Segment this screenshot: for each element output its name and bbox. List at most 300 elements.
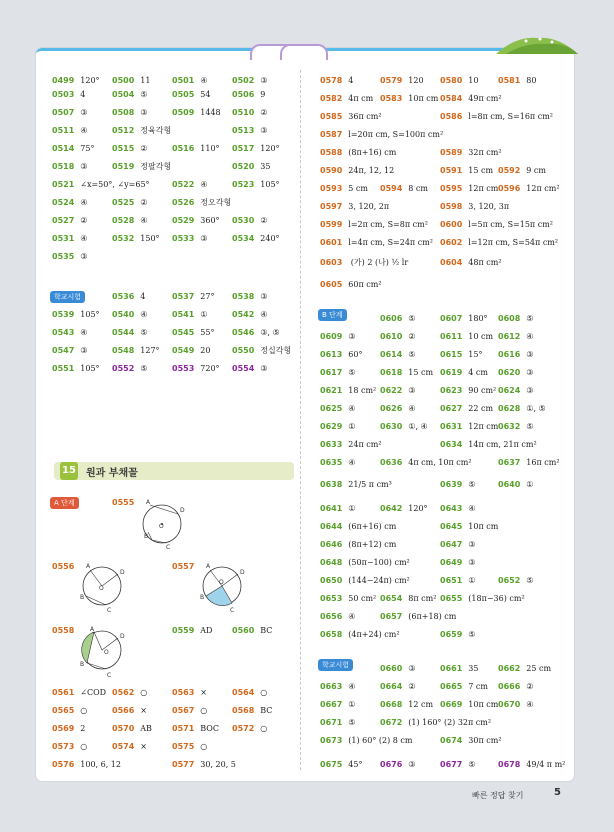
answer-entry (172, 108, 221, 118)
answer-entry (498, 404, 546, 414)
answer-entry (52, 688, 106, 698)
answer-entry (380, 332, 415, 342)
answer-entry (440, 736, 502, 746)
answer-entry (440, 540, 475, 550)
answer-value: ④ (348, 458, 356, 467)
problem-number: 0513 (232, 126, 255, 135)
problem-number: 0521 (52, 180, 75, 189)
answer-entry (52, 252, 87, 262)
answer-entry (52, 144, 94, 154)
answer-entry (232, 626, 272, 636)
problem-number: 0664 (380, 682, 403, 691)
answer-value: BOC (200, 724, 219, 733)
answer-entry (52, 706, 87, 716)
problem-number: 0533 (172, 234, 195, 243)
answer-entry (320, 522, 396, 532)
answer-entry (498, 314, 533, 324)
circle-diagram-0555 (138, 498, 188, 550)
problem-number: 0544 (112, 328, 135, 337)
problem-number: 0590 (320, 166, 343, 175)
problem-number: 0624 (498, 386, 521, 395)
answer-entry (498, 386, 533, 396)
answer-entry (380, 664, 415, 674)
answer-value: ④ (526, 700, 534, 709)
answer-value: 3, 120, 3π (468, 202, 510, 211)
answer-entry (172, 760, 236, 770)
answer-value: 80 (526, 76, 537, 85)
answer-entry (320, 540, 396, 550)
answer-entry (52, 108, 87, 118)
answer-entry (112, 498, 140, 508)
problem-number: 0516 (172, 144, 195, 153)
problem-number: 0574 (112, 742, 135, 751)
answer-entry (112, 688, 147, 698)
answer-value: ③ (408, 664, 416, 673)
answer-value: ⑤ (348, 718, 356, 727)
problem-number: 0530 (232, 216, 255, 225)
answer-entry (232, 706, 272, 716)
problem-number: 0535 (52, 252, 75, 261)
answer-entry (172, 346, 210, 356)
answer-value: ∠COD (80, 688, 107, 697)
answer-value: 10 cm (468, 332, 494, 341)
problem-number: 0512 (112, 126, 135, 135)
problem-number: 0596 (498, 184, 521, 193)
answer-entry (52, 162, 87, 172)
answer-value: 18 cm² (348, 386, 377, 395)
answer-entry (380, 422, 428, 432)
answer-entry (112, 162, 171, 172)
answer-entry (440, 386, 496, 396)
answer-value: 10π cm (468, 700, 499, 709)
answer-entry (172, 706, 207, 716)
problem-number: 0548 (112, 346, 135, 355)
answer-entry (172, 234, 207, 244)
answer-entry (380, 760, 415, 770)
answer-entry (112, 742, 147, 752)
problem-number: 0557 (172, 562, 195, 571)
answer-entry (380, 504, 428, 514)
answer-value: 1448 (200, 108, 221, 117)
answer-entry (498, 700, 533, 710)
svg-text:D: D (120, 569, 125, 576)
answer-entry (380, 368, 433, 378)
answer-entry (320, 558, 410, 568)
problem-number: 0614 (380, 350, 403, 359)
answer-entry (380, 612, 456, 622)
answer-value: ⑤ (140, 90, 148, 99)
problem-number: 0672 (380, 718, 403, 727)
answer-entry (498, 576, 533, 586)
answer-entry (498, 332, 533, 342)
answer-entry (172, 180, 207, 190)
answer-value: 4 (140, 292, 146, 301)
answer-entry (112, 198, 147, 208)
answer-value: ○ (260, 688, 268, 697)
answer-entry (112, 724, 152, 734)
answer-value: (50π−100) cm² (348, 558, 410, 567)
answer-entry (320, 594, 376, 604)
problem-number: 0625 (320, 404, 343, 413)
problem-number: 0578 (320, 76, 343, 85)
answer-value: ④ (468, 504, 476, 513)
answer-value: ① (526, 480, 534, 489)
answer-value: ① (200, 310, 208, 319)
problem-number: 0671 (320, 718, 343, 727)
problem-number: 0573 (52, 742, 75, 751)
answer-entry (112, 364, 147, 374)
problem-number: 0632 (498, 422, 521, 431)
problem-number: 0551 (52, 364, 75, 373)
problem-number: 0670 (498, 700, 521, 709)
answer-value: 120 (408, 76, 424, 85)
answer-value: 90 cm² (468, 386, 497, 395)
problem-number: 0661 (440, 664, 463, 673)
problem-number: 0633 (320, 440, 343, 449)
problem-number: 0653 (320, 594, 343, 603)
answer-value: ○ (200, 742, 208, 751)
answer-value: BC (260, 626, 273, 635)
problem-number: 0559 (172, 626, 195, 635)
problem-number: 0582 (320, 94, 343, 103)
problem-number: 0522 (172, 180, 195, 189)
answer-value: 11 (140, 76, 151, 85)
answer-entry (172, 90, 210, 100)
answer-value: ③ (200, 234, 208, 243)
answer-entry (232, 76, 267, 86)
answer-value: 정육각형 (140, 126, 172, 135)
answer-entry (112, 706, 147, 716)
problem-number: 0613 (320, 350, 343, 359)
svg-text:D: D (180, 507, 185, 514)
problem-number: 0526 (172, 198, 195, 207)
answer-entry (232, 144, 280, 154)
answer-value: ⑤ (140, 364, 148, 373)
answer-entry (380, 404, 415, 414)
problem-number: 0627 (440, 404, 463, 413)
answer-entry (52, 364, 100, 374)
problem-number: 0662 (498, 664, 521, 673)
problem-number: 0645 (440, 522, 463, 531)
answer-value: (6π+16) cm (348, 522, 397, 531)
answer-entry (440, 480, 475, 490)
answer-entry (320, 148, 396, 158)
answer-value: 12π cm (468, 184, 499, 193)
problem-number: 0577 (172, 760, 195, 769)
answer-value: ③ (348, 332, 356, 341)
answer-value: 7 cm (468, 682, 488, 691)
answer-entry (172, 742, 207, 752)
problem-number: 0565 (52, 706, 75, 715)
problem-number: 0607 (440, 314, 463, 323)
answer-entry (232, 90, 265, 100)
answer-value: 16π cm² (526, 458, 560, 467)
answer-entry (320, 440, 382, 450)
svg-text:A: A (86, 563, 91, 570)
answer-value: 15 cm (468, 166, 494, 175)
problem-number: 0615 (440, 350, 463, 359)
answer-value: 15° (468, 350, 483, 359)
problem-number: 0518 (52, 162, 75, 171)
answer-entry (232, 364, 267, 374)
answer-value: ③ (80, 252, 88, 261)
answer-value: 21/5 π cm³ (348, 480, 392, 489)
answer-entry (320, 682, 355, 692)
problem-number: 0539 (52, 310, 75, 319)
footer-label: 빠른 정답 찾기 (472, 791, 524, 800)
answer-value: ④ (348, 612, 356, 621)
problem-number: 0549 (172, 346, 195, 355)
answer-entry (320, 700, 355, 710)
problem-number: 0499 (52, 76, 75, 85)
answer-entry (320, 736, 412, 746)
problem-number: 0527 (52, 216, 75, 225)
problem-number: 0569 (52, 724, 75, 733)
answer-value: 정오각형 (200, 198, 232, 207)
answer-value: 9 cm (526, 166, 546, 175)
answer-entry (112, 346, 160, 356)
problem-number: 0675 (320, 760, 343, 769)
answer-entry (172, 688, 207, 698)
answer-entry (440, 558, 475, 568)
problem-number: 0676 (380, 760, 403, 769)
answer-value: 22 cm (468, 404, 494, 413)
answer-value: ⑤ (468, 760, 476, 769)
answer-value: 54 (200, 90, 211, 99)
problem-number: 0511 (52, 126, 75, 135)
answer-entry (320, 480, 392, 490)
problem-number: 0506 (232, 90, 255, 99)
problem-number: 0579 (380, 76, 403, 85)
answer-value: l=8π cm, S=16π cm² (468, 112, 554, 121)
answer-entry (440, 258, 502, 268)
svg-text:O: O (219, 579, 224, 586)
answer-value: ③ (260, 126, 268, 135)
answer-value: 2 (80, 724, 86, 733)
svg-text:O: O (104, 649, 109, 656)
problem-number: 0604 (440, 258, 463, 267)
answer-entry (52, 126, 87, 136)
problem-number: 0583 (380, 94, 403, 103)
problem-number: 0520 (232, 162, 255, 171)
problem-number: 0572 (232, 724, 255, 733)
answer-entry (112, 90, 147, 100)
answer-entry (440, 504, 475, 514)
answer-value: 120° (408, 504, 428, 513)
answer-entry (380, 314, 415, 324)
answer-entry (172, 198, 231, 208)
answer-value: 127° (140, 346, 160, 355)
problem-number: 0659 (440, 630, 463, 639)
answer-value: 105° (260, 180, 280, 189)
problem-number: 0619 (440, 368, 463, 377)
answer-entry (498, 166, 546, 176)
problem-number: 0648 (320, 558, 343, 567)
answer-entry (380, 386, 415, 396)
problem-number: 0630 (380, 422, 403, 431)
answer-entry (232, 108, 267, 118)
answer-value: × (140, 742, 147, 751)
answer-value: (1) 60° (2) 8 cm (348, 736, 413, 745)
problem-number: 0519 (112, 162, 135, 171)
answer-entry (52, 724, 85, 734)
answer-value: 정십각형 (260, 346, 292, 355)
answer-value: ⑤ (526, 422, 534, 431)
answer-value: 8 cm (408, 184, 428, 193)
answer-entry (112, 234, 160, 244)
answer-entry (498, 76, 536, 86)
answer-value: 27° (200, 292, 215, 301)
problem-number: 0621 (320, 386, 343, 395)
problem-number: 0502 (232, 76, 255, 85)
answer-value: ③ (408, 760, 416, 769)
answer-entry (52, 760, 121, 770)
problem-number: 0639 (440, 480, 463, 489)
answer-value: 100, 6, 12 (80, 760, 121, 769)
answer-value: ③ (140, 108, 148, 117)
answer-entry (320, 94, 373, 104)
answer-entry (52, 180, 150, 190)
answer-entry (320, 332, 355, 342)
answer-value: 24π, 12, 12 (348, 166, 395, 175)
problem-number: 0652 (498, 576, 521, 585)
problem-number: 0647 (440, 540, 463, 549)
answer-value: 110° (200, 144, 220, 153)
problem-number: 0564 (232, 688, 255, 697)
problem-number: 0673 (320, 736, 343, 745)
problem-number: 0638 (320, 480, 343, 489)
answer-entry (320, 280, 382, 290)
answer-value: ○ (80, 742, 88, 751)
answer-value: ⑤ (468, 630, 476, 639)
problem-number: 0593 (320, 184, 343, 193)
answer-entry (320, 202, 389, 212)
answer-entry (232, 234, 280, 244)
answer-value: ○ (140, 688, 148, 697)
problem-number: 0656 (320, 612, 343, 621)
answer-value: ③ (80, 108, 88, 117)
problem-number: 0600 (440, 220, 463, 229)
problem-number: 0606 (380, 314, 403, 323)
answer-entry (172, 216, 220, 226)
problem-number: 0536 (112, 292, 135, 301)
problem-number: 0601 (320, 238, 343, 247)
answer-entry (52, 346, 87, 356)
svg-text:C: C (107, 672, 112, 678)
problem-number: 0500 (112, 76, 135, 85)
answer-entry (440, 576, 475, 586)
problem-number: 0589 (440, 148, 463, 157)
svg-text:C: C (107, 607, 112, 612)
answer-value: ② (260, 216, 268, 225)
hill-decoration-icon (496, 32, 578, 54)
problem-number: 0620 (498, 368, 521, 377)
school-test-badge: 학교시험 (50, 291, 85, 303)
problem-number: 0563 (172, 688, 195, 697)
answer-value: 14π cm, 21π cm² (468, 440, 537, 449)
problem-number: 0546 (232, 328, 255, 337)
answer-value: 105° (80, 310, 100, 319)
answer-value: ④ (80, 328, 88, 337)
answer-value: ⑤ (526, 314, 534, 323)
problem-number: 0611 (440, 332, 463, 341)
problem-number: 0504 (112, 90, 135, 99)
problem-number: 0523 (232, 180, 255, 189)
answer-value: ④ (80, 126, 88, 135)
answer-entry (440, 440, 537, 450)
answer-entry (498, 480, 533, 490)
column-divider (300, 70, 301, 770)
answer-value: 3, 120, 2π (348, 202, 390, 211)
answer-entry (498, 184, 560, 194)
answer-value: × (140, 706, 147, 715)
svg-text:B: B (80, 661, 85, 668)
answer-entry (232, 688, 267, 698)
answer-value: l=12π cm, S=54π cm² (468, 238, 559, 247)
answer-value: 55° (200, 328, 215, 337)
problem-number: 0581 (498, 76, 521, 85)
answer-value: ① (348, 700, 356, 709)
answer-entry (232, 346, 291, 356)
answer-value: BC (260, 706, 273, 715)
answer-entry (232, 162, 270, 172)
problem-number: 0609 (320, 332, 343, 341)
problem-number: 0628 (498, 404, 521, 413)
answer-entry (498, 682, 533, 692)
answer-entry (172, 724, 219, 734)
answer-entry (232, 328, 280, 338)
answer-value: ① (468, 576, 476, 585)
problem-number: 0532 (112, 234, 135, 243)
answer-entry (172, 144, 220, 154)
problem-number: 0560 (232, 626, 255, 635)
answer-entry (320, 112, 382, 122)
answer-value: ⑤ (408, 350, 416, 359)
problem-number: 0580 (440, 76, 463, 85)
answer-value: ④ (200, 180, 208, 189)
answer-value: ① (348, 422, 356, 431)
answer-value: 49π cm² (468, 94, 502, 103)
answer-entry (380, 458, 472, 468)
problem-number: 0509 (172, 108, 195, 117)
answer-entry (232, 126, 267, 136)
answer-value: (8π+16) cm (348, 148, 397, 157)
answer-value: 36π cm² (348, 112, 382, 121)
problem-number: 0540 (112, 310, 135, 319)
answer-value: ④ (140, 216, 148, 225)
problem-number: 0594 (380, 184, 403, 193)
answer-value: ○ (200, 706, 208, 715)
problem-number: 0644 (320, 522, 343, 531)
problem-number: 0576 (52, 760, 75, 769)
answer-value: ② (140, 198, 148, 207)
answer-value: ④ (526, 332, 534, 341)
answer-value: 정팔각형 (140, 162, 172, 171)
svg-text:D: D (240, 569, 245, 576)
answer-value: ③ (260, 292, 268, 301)
answer-value: ○ (260, 724, 268, 733)
problem-number: 0550 (232, 346, 255, 355)
problem-number: 0612 (498, 332, 521, 341)
answer-entry (320, 760, 362, 770)
answer-entry (498, 422, 533, 432)
school-test-badge-2: 학교시험 (318, 659, 353, 671)
problem-number: 0616 (498, 350, 521, 359)
answer-entry (380, 184, 428, 194)
problem-number: 0635 (320, 458, 343, 467)
answer-value: ⑤ (408, 314, 416, 323)
circle-diagram-0557 (200, 562, 250, 614)
